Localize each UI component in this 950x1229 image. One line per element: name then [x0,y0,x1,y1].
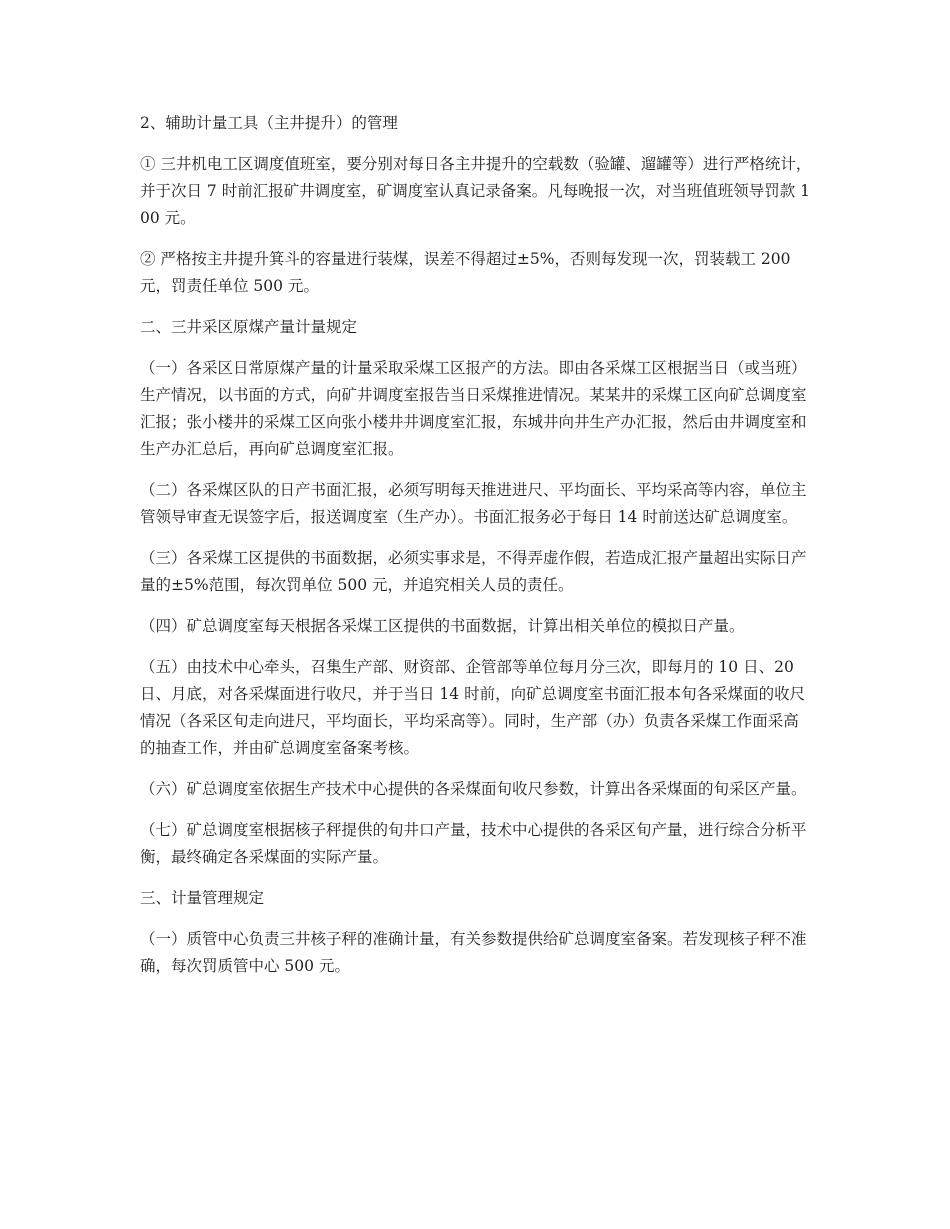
section-heading-metering-management: 三、计量管理规定 [140,889,265,907]
section-heading-auxiliary-metering: 2、辅助计量工具（主井提升）的管理 [140,114,398,132]
section-heading-raw-coal-output: 二、三井采区原煤产量计量规定 [140,318,358,336]
paragraph-periodic-measurement: （五）由技术中心牵头，召集生产部、财资部、企管部等单位每月分三次，即每月的 10 日、20 日、月底，对各采煤面进行收尺，并于当日 14 时前，向矿总调度室书面汇报本旬各采煤面的收尺情况（各采区旬走向进尺，平均面长，平均采高等）。同时，生产部（办）负责各采煤工作面采高的抽查工作，并由矿总调度室备案考核。 [140,658,806,757]
paragraph-nuclear-scale-accuracy: （一）质管中心负责三井核子秤的准确计量，有关参数提供给矿总调度室备案。若发现核子秤不准确，每次罚质管中心 500 元。 [140,930,807,975]
paragraph-final-output-balance: （七）矿总调度室根据核子秤提供的旬井口产量，技术中心提供的各采区旬产量，进行综合分析平衡，最终确定各采煤面的实际产量。 [140,821,807,866]
paragraph-data-accuracy-penalty: （三）各采煤工区提供的书面数据，必须实事求是，不得弄虚作假，若造成汇报产量超出实际日产量的±5%范围，每次罚单位 500 元，并追究相关人员的责任。 [140,549,807,594]
paragraph-ten-day-output: （六）矿总调度室依据生产技术中心提供的各采煤面旬收尺参数，计算出各采煤面的旬采区产量。 [140,780,807,798]
paragraph-daily-written-report: （二）各采煤区队的日产书面汇报，必须写明每天推进进尺、平均面长、平均采高等内容，单位主管领导审查无误签字后，报送调度室（生产办）。书面汇报务必于每日 14 时前送达矿总调度室。 [140,481,807,526]
paragraph-output-reporting-method: （一）各采区日常原煤产量的计量采取采煤工区报产的方法。即由各采煤工区根据当日（或当班）生产情况，以书面的方式，向矿井调度室报告当日采煤推进情况。某某井的采煤工区向矿总调度室汇报；张小楼井的采煤工区向张小楼井井调度室汇报，东城井向井生产办汇报，然后由井调度室和生产办汇总后，再向矿总调度室汇报。 [140,359,807,458]
paragraph-empty-load-statistics: ① 三井机电工区调度值班室，要分别对每日各主井提升的空载数（验罐、遛罐等）进行严格统计，并于次日 7 时前汇报矿井调度室，矿调度室认真记录备案。凡每晚报一次，对当班值班领导罚款 100 元。 [140,155,812,227]
document-page [140,110,812,994]
paragraph-simulated-daily-output: （四）矿总调度室每天根据各采煤工区提供的书面数据，计算出相关单位的模拟日产量。 [140,617,745,635]
paragraph-skip-loading-tolerance: ② 严格按主井提升箕斗的容量进行装煤，误差不得超过±5%，否则每发现一次，罚装载工 200 元，罚责任单位 500 元。 [140,250,791,295]
